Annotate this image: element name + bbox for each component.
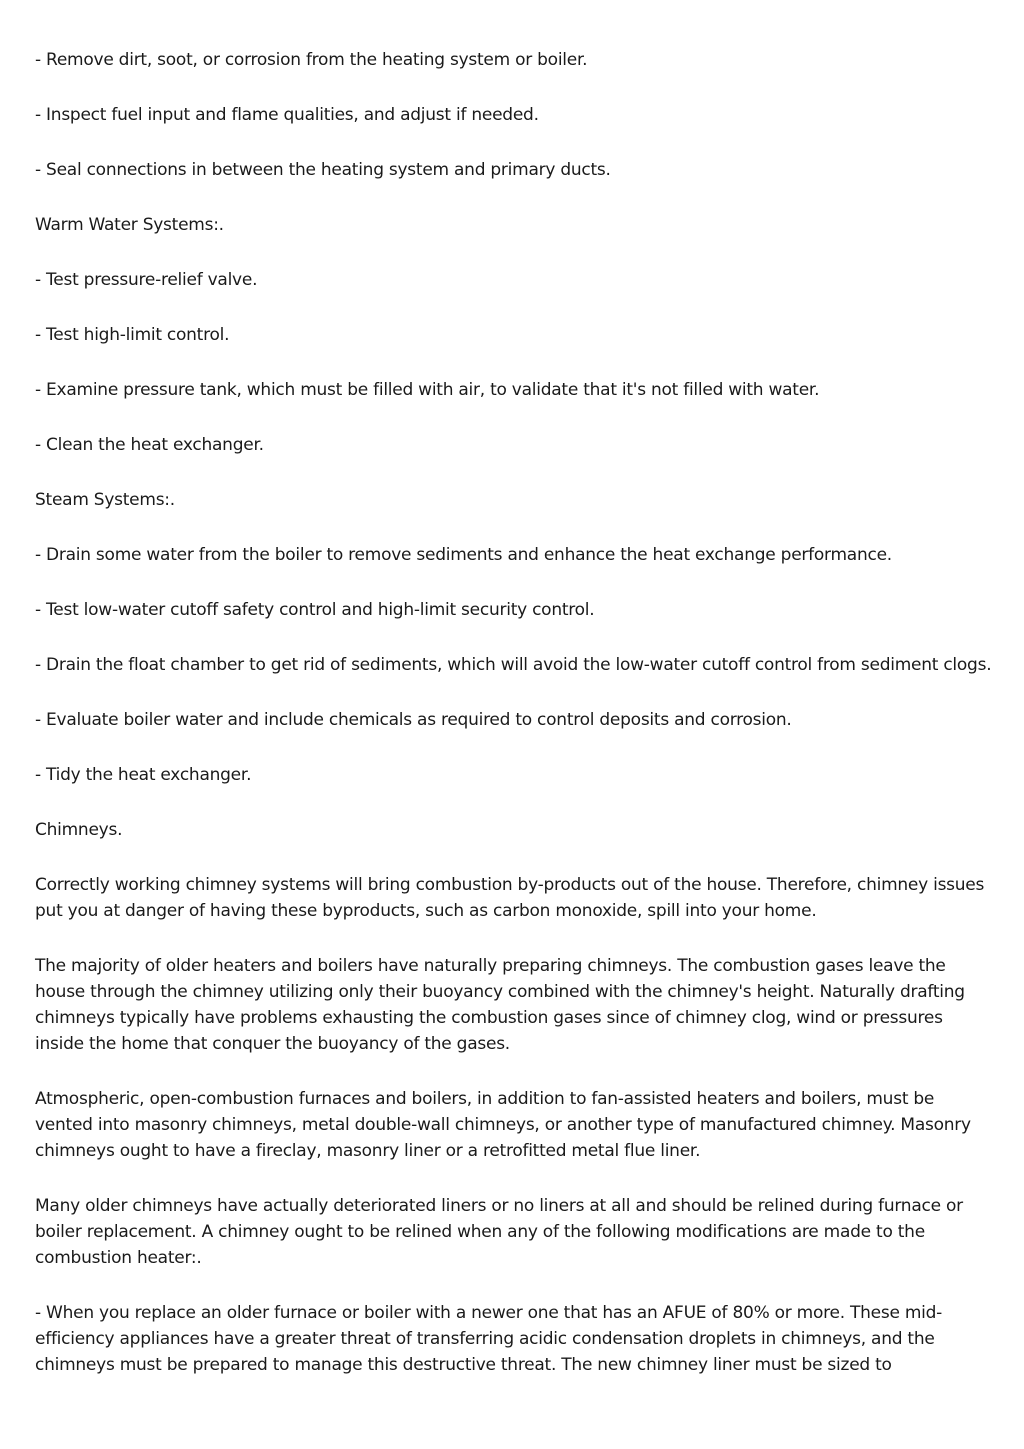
paragraph-atmospheric-furnaces: Atmospheric, open-combustion furnaces and boilers, in addition to fan-assisted heaters and boilers, must be vented into masonry chimneys, metal double-wall chimneys, or another type of manufactured chimney. Masonry chimneys ought to have a fireclay, masonry liner or a retrofitted metal flue liner. (35, 1089, 971, 1161)
paragraph-chimney-systems: Correctly working chimney systems will bring combustion by-products out of the house. Therefore, chimney issues put you at danger of having these byproducts, such as carbon monoxide, spill into your home. (35, 875, 985, 921)
paragraph-evaluate-boiler-water: - Evaluate boiler water and include chemicals as required to control deposits and corrosion. (35, 710, 792, 730)
paragraph-drain-float-chamber: - Drain the float chamber to get rid of sediments, which will avoid the low-water cutoff control from sediment clogs. (35, 655, 992, 675)
paragraph-inspect-fuel: - Inspect fuel input and flame qualities, and adjust if needed. (35, 105, 539, 125)
paragraph-clean-heat-exchanger: - Clean the heat exchanger. (35, 435, 264, 455)
paragraph-replace-older-furnace: - When you replace an older furnace or boiler with a newer one that has an AFUE of 80% or more. These mid-efficiency appliances have a greater threat of transferring acidic condensation droplets in chimneys, and the chimneys must be prepared to manage this destructive threat. The new chimney liner must be sized to (35, 1303, 943, 1375)
paragraph-test-high-limit: - Test high-limit control. (35, 325, 230, 345)
paragraph-older-heaters: The majority of older heaters and boilers have naturally preparing chimneys. The combustion gases leave the house through the chimney utilizing only their buoyancy combined with the chimney's height. Naturally drafting chimneys typically have problems exhausting the combustion gases since of chimney clog, wind or pressures inside the home that conquer the buoyancy of the gases. (35, 956, 965, 1054)
paragraph-tidy-heat-exchanger: - Tidy the heat exchanger. (35, 765, 252, 785)
paragraph-test-pressure-relief: - Test pressure-relief valve. (35, 270, 258, 290)
paragraph-examine-pressure-tank: - Examine pressure tank, which must be filled with air, to validate that it's not filled with water. (35, 380, 820, 400)
paragraph-drain-water: - Drain some water from the boiler to remove sediments and enhance the heat exchange performance. (35, 545, 892, 565)
document-body (35, 47, 993, 1407)
paragraph-older-chimneys-liners: Many older chimneys have actually deteriorated liners or no liners at all and should be relined during furnace or boiler replacement. A chimney ought to be relined when any of the following modifications are made to the combustion heater:. (35, 1196, 963, 1268)
section-heading-steam-systems: Steam Systems:. (35, 490, 175, 510)
paragraph-test-low-water-cutoff: - Test low-water cutoff safety control and high-limit security control. (35, 600, 595, 620)
paragraph-seal-connections: - Seal connections in between the heating system and primary ducts. (35, 160, 611, 180)
paragraph-remove-dirt: - Remove dirt, soot, or corrosion from the heating system or boiler. (35, 50, 588, 70)
section-heading-chimneys: Chimneys. (35, 820, 123, 840)
section-heading-warm-water: Warm Water Systems:. (35, 215, 224, 235)
